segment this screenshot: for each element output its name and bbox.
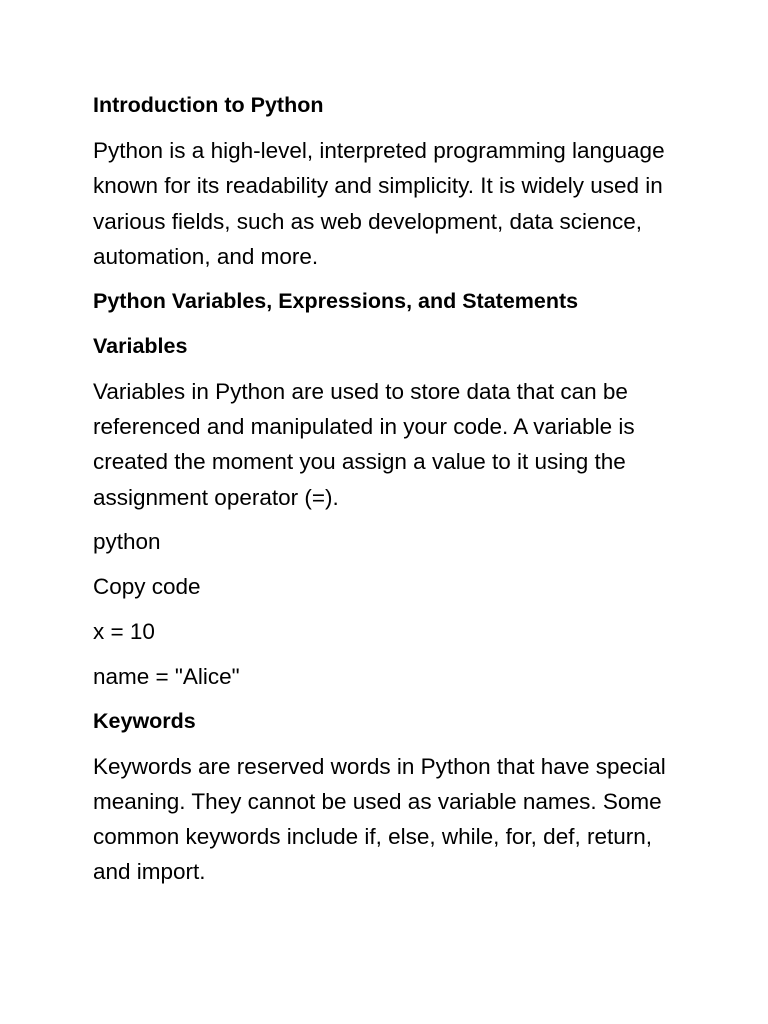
copy-code-button[interactable]: Copy code [93,574,201,600]
code-line-2: name = "Alice" [93,663,240,689]
intro-paragraph: Python is a high-level, interpreted programming language known for its readability and simplicity. It is widely used in various fields, such as web development, data science, automation, and more. [93,138,665,269]
code-line-1: x = 10 [93,618,155,644]
section-heading: Python Variables, Expressions, and Statements [93,288,579,313]
variables-heading: Variables [93,333,188,358]
keywords-paragraph: Keywords are reserved words in Python that have special meaning. They cannot be used as variable names. Some common keywords include if, else, while, for, def, return, and import. [93,753,666,885]
page-title: Introduction to Python [93,93,324,117]
code-language-label: python [93,529,161,555]
keywords-heading: Keywords [93,708,196,733]
variables-paragraph: Variables in Python are used to store data that can be referenced and manipulated in your code. A variable is created the moment you assign a value to it using the assignment operator (=). [93,378,635,510]
document-body [93,88,693,899]
